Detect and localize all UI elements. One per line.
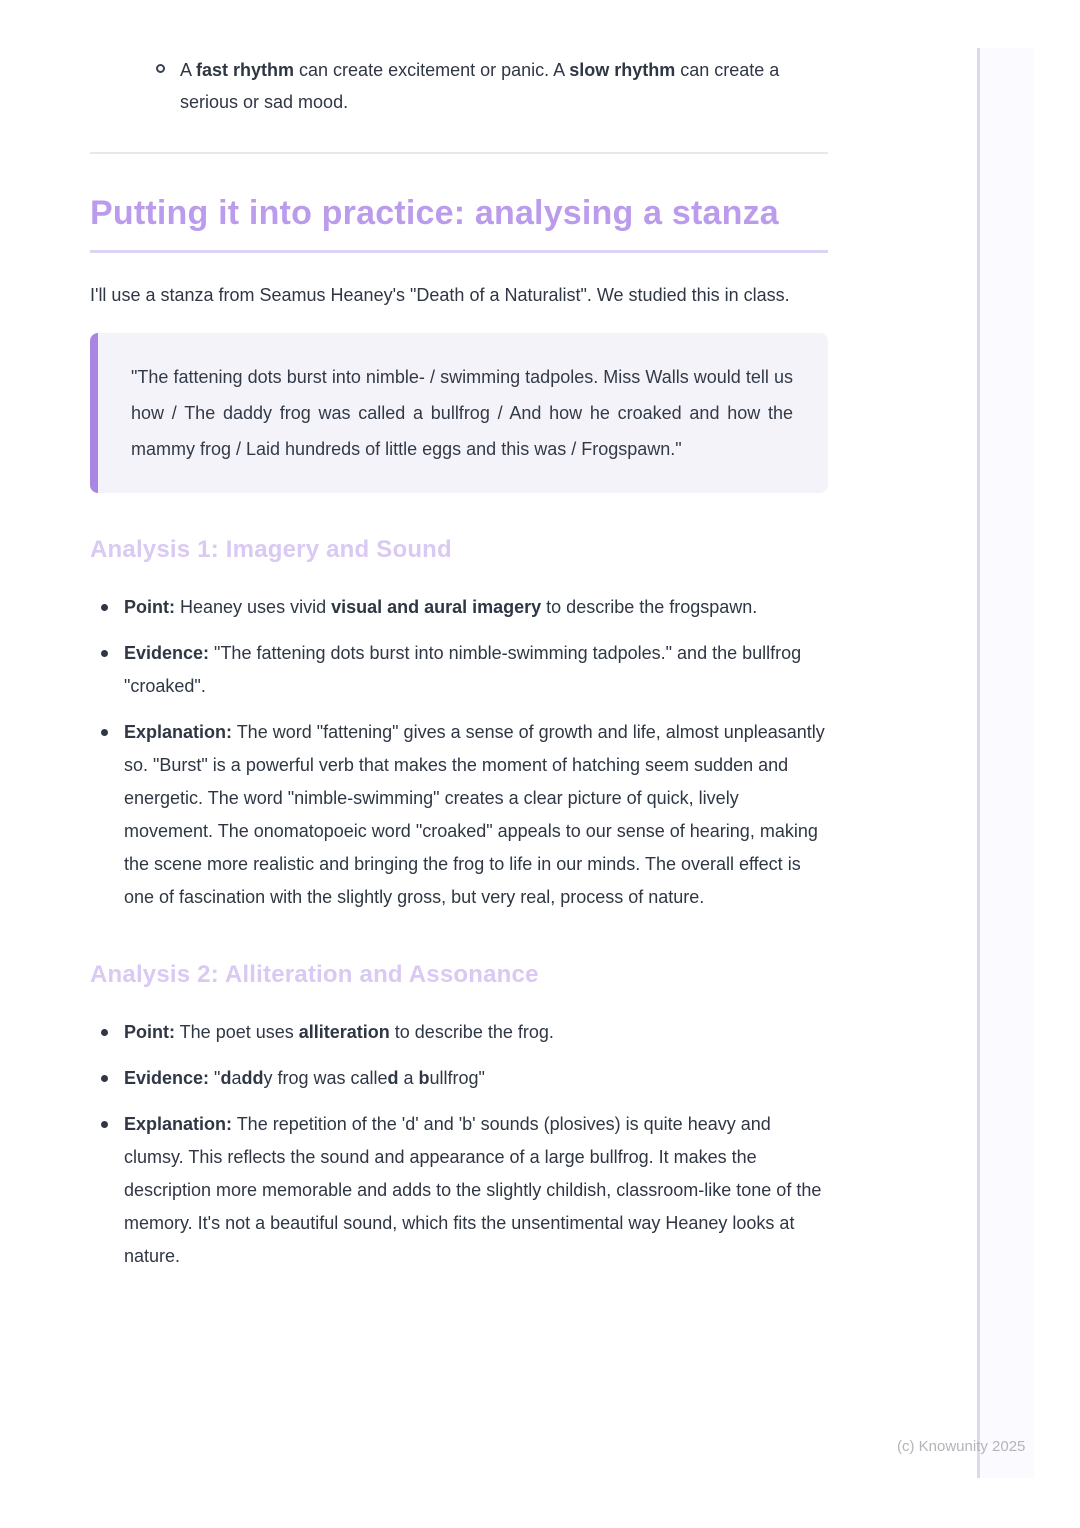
bullet-dot-icon [101,604,108,611]
analysis-2-heading: Analysis 2: Alliteration and Assonance [90,961,539,988]
analysis-2-point [90,1016,828,1049]
analysis-2-evidence [90,1062,828,1095]
analysis-1-evidence-text: Evidence: "The fattening dots burst into nimble-swimming tadpoles." and the bullfrog "croaked". [124,643,802,696]
analysis-1-explanation-text: Explanation: The word "fattening" gives a sense of growth and life, almost unpleasantly so. "Burst" is a powerful verb that makes the moment of hatching seem sudden and energetic. The word "nimble-swimming" creates a clear picture of quick, lively movement. The onomatopoeic word "croaked" appeals to our sense of hearing, making the scene more realistic and bringing the frog to life in our minds. The overall effect is one of fascination with the slightly gross, but very real, process of nature. [124,722,825,907]
analysis-2-list [90,1016,828,1273]
footer-copyright: (c) Knowunity 2025 [897,1438,1026,1455]
rhythm-sub-bullet [90,54,828,118]
analysis-2-point-text: Point: The poet uses alliteration to describe the frog. [124,1022,554,1042]
analysis-1-evidence [90,637,828,703]
page-title: Putting it into practice: analysing a stanza [90,194,779,232]
rhythm-sub-bullet-text: A fast rhythm can create excitement or panic. A slow rhythm can create a serious or sad mood. [180,60,780,112]
bullet-dot-icon [101,650,108,657]
bullet-dot-icon [101,729,108,736]
title-underline [90,250,828,253]
stanza-quote-text: "The fattening dots burst into nimble- / swimming tadpoles. Miss Walls would tell us how / The daddy frog was called a bullfrog / And how he croaked and how the mammy frog / Laid hundreds of little eggs and this was / Frogspawn." [131,367,793,459]
analysis-1-point-text: Point: Heaney uses vivid visual and aural imagery to describe the frogspawn. [124,597,758,617]
analysis-1-list [90,591,828,914]
analysis-1-explanation [90,716,828,914]
analysis-2-explanation-text: Explanation: The repetition of the 'd' and 'b' sounds (plosives) is quite heavy and clumsy. This reflects the sound and appearance of a large bullfrog. It makes the description more memorable and adds to the slightly childish, classroom-like tone of the memory. It's not a beautiful sound, which fits the unsentimental way Heaney looks at nature. [124,1114,822,1266]
analysis-1-point [90,591,828,624]
bullet-dot-icon [101,1121,108,1128]
bullet-dot-icon [101,1029,108,1036]
page-content [90,0,828,1273]
intro-paragraph: I'll use a stanza from Seamus Heaney's "Death of a Naturalist". We studied this in class. [90,285,790,305]
analysis-2-explanation [90,1108,828,1273]
analysis-1-heading: Analysis 1: Imagery and Sound [90,536,452,563]
scrollbar-track[interactable] [977,48,1034,1478]
bullet-dot-icon [101,1075,108,1082]
circle-bullet-icon [156,64,165,73]
section-divider [90,152,828,154]
stanza-quote-block [90,333,828,493]
analysis-2-evidence-text: Evidence: "daddy frog was called a bullfrog" [124,1068,485,1088]
